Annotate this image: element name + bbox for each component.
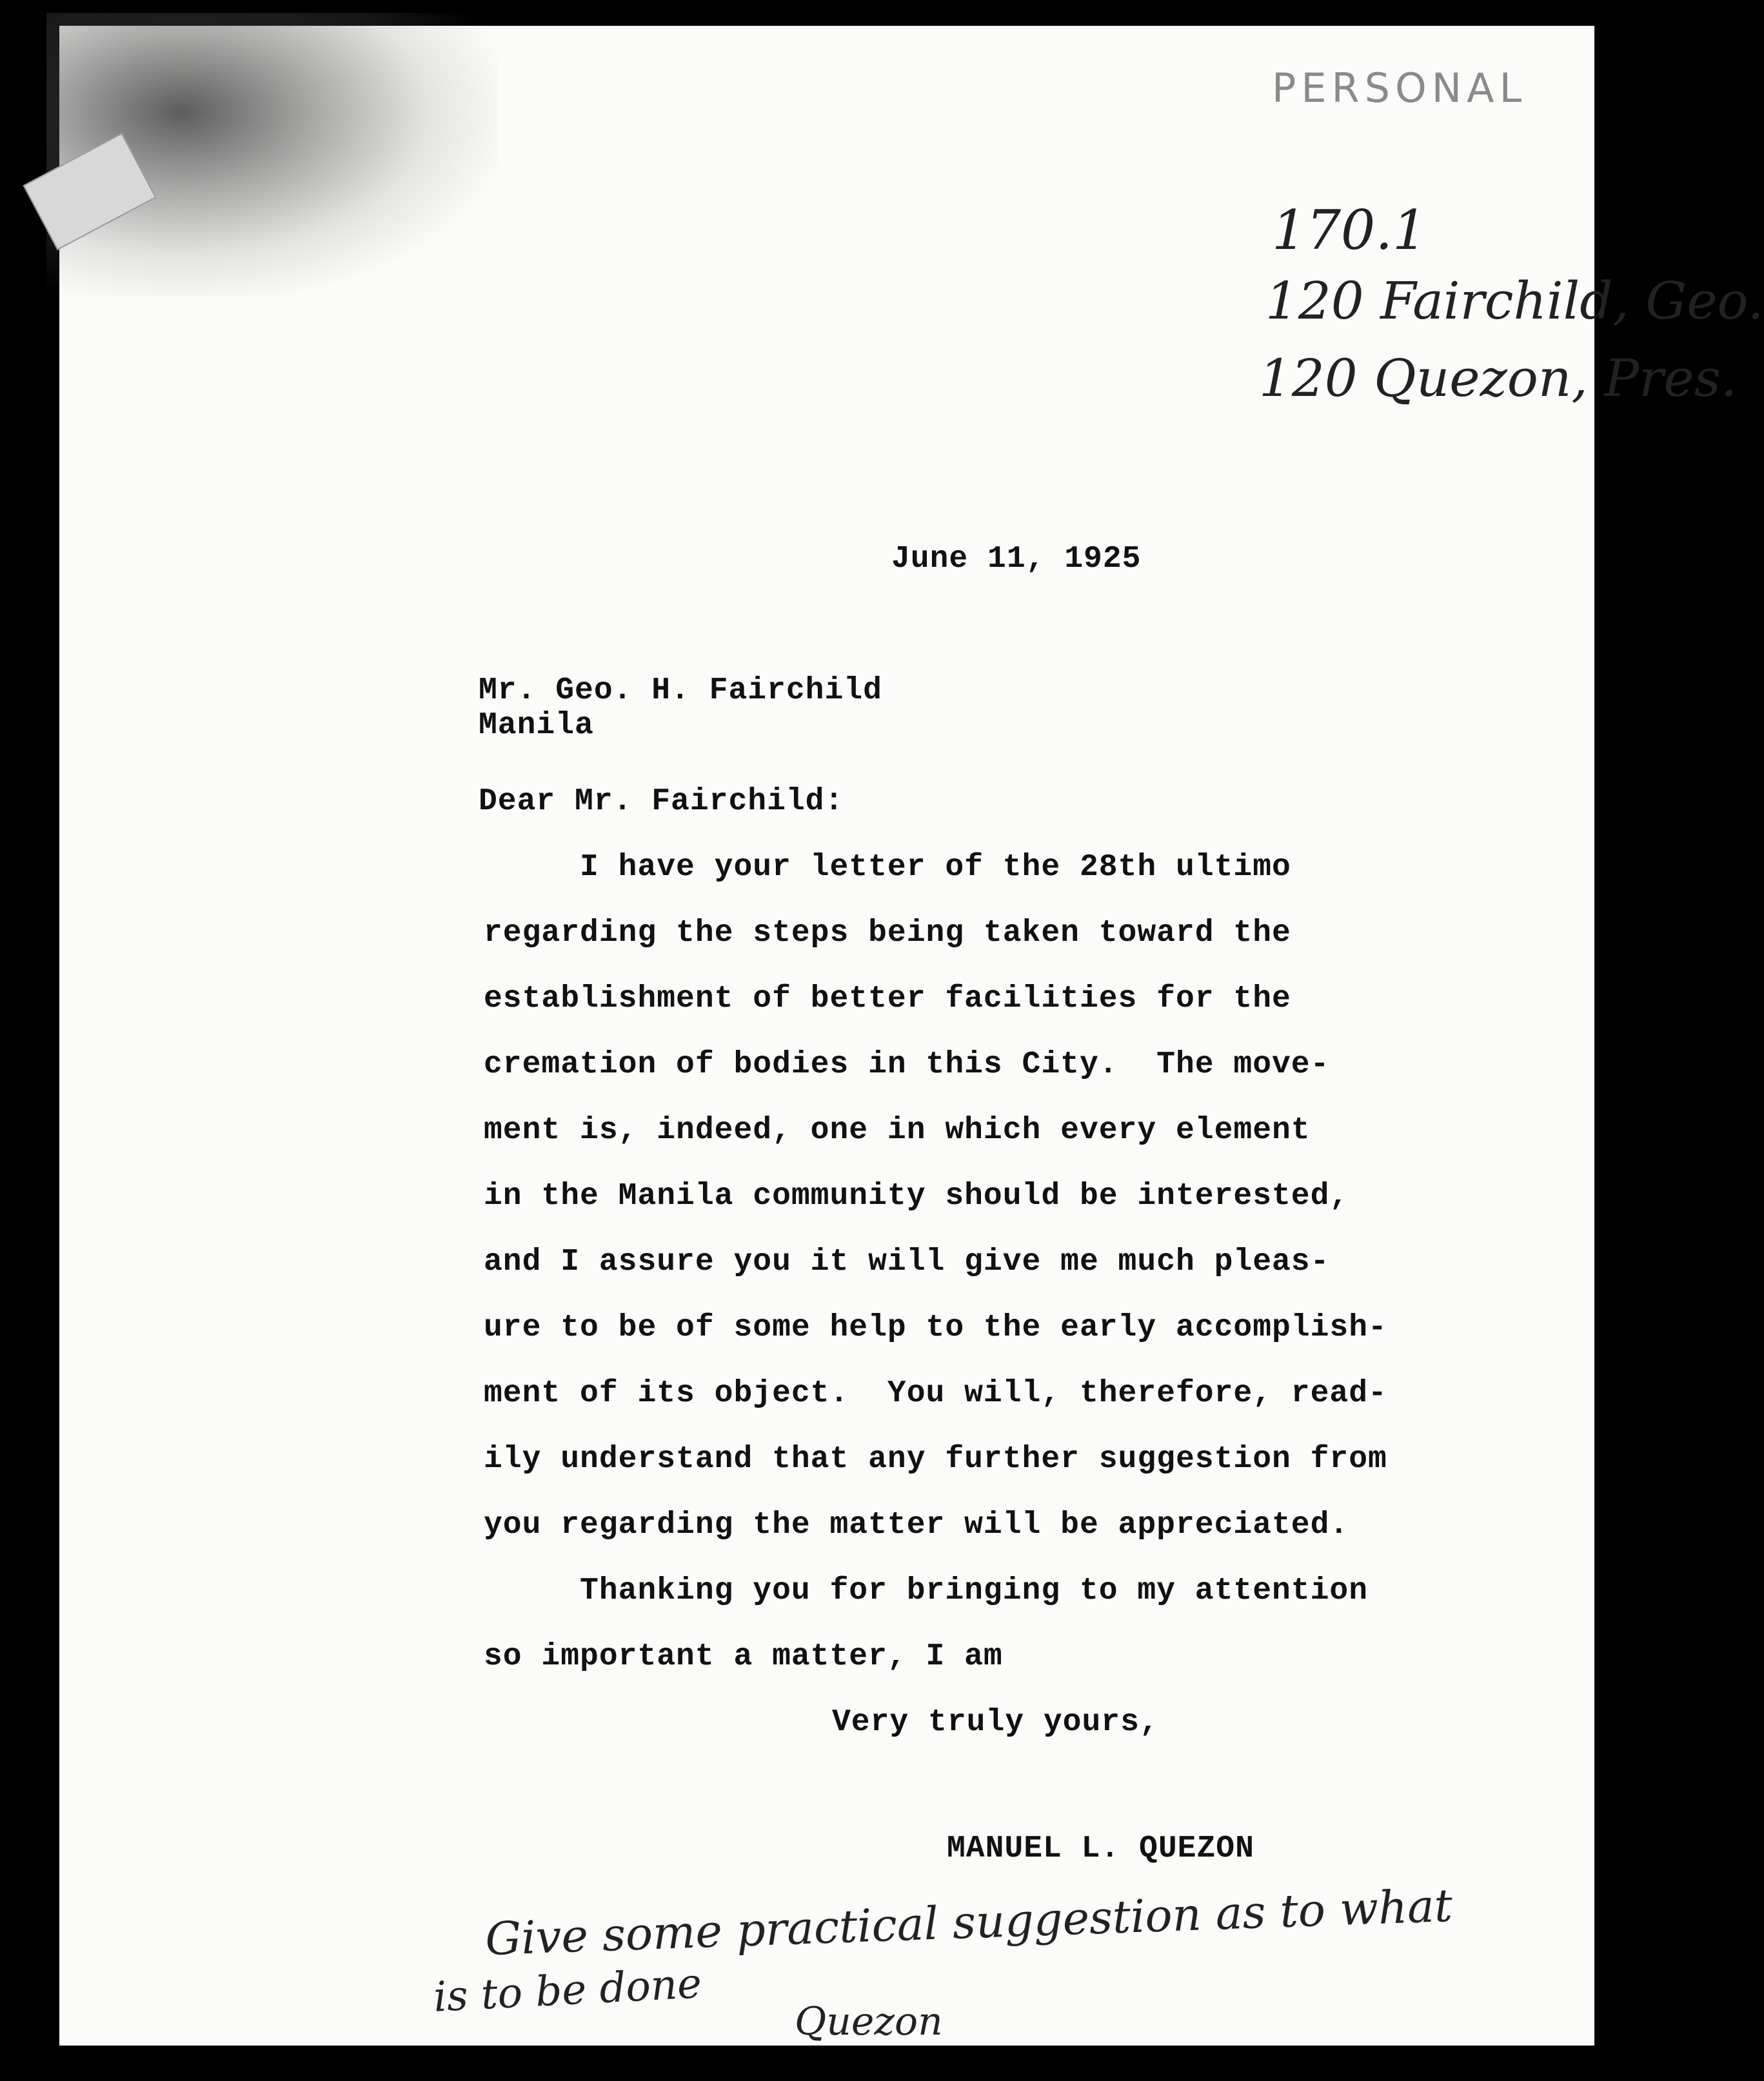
body-line: ment of its object. You will, therefore, read- <box>484 1376 1387 1411</box>
body-line: establishment of better facilities for the <box>484 981 1291 1016</box>
body-line: ure to be of some help to the early accomplish- <box>484 1310 1387 1345</box>
handwritten-note-line1: Give some practical suggestion as to what <box>484 1879 1454 1966</box>
letter-date: June 11, 1925 <box>891 542 1142 577</box>
body-line: cremation of bodies in this City. The move- <box>484 1047 1330 1082</box>
body-line: in the Manila community should be interested, <box>484 1179 1349 1214</box>
handwritten-note-line2: is to be done <box>432 1960 703 2022</box>
body-line: Thanking you for bringing to my attention <box>484 1573 1369 1608</box>
recipient-name: Mr. Geo. H. Fairchild <box>479 673 882 708</box>
body-line: you regarding the matter will be appreciated. <box>484 1508 1349 1543</box>
recipient-city: Manila <box>479 708 594 743</box>
handwritten-initials: Quezon <box>795 1999 943 2044</box>
closing: Very truly yours, <box>832 1705 1159 1740</box>
body-line: ily understand that any further suggestion from <box>484 1442 1387 1477</box>
body-line: ment is, indeed, one in which every element <box>484 1113 1311 1148</box>
body-line: regarding the steps being taken toward the <box>484 916 1291 951</box>
salutation: Dear Mr. Fairchild: <box>479 784 844 819</box>
personal-stamp: PERSONAL <box>1272 64 1527 112</box>
cross-reference-fairchild: 120 Fairchild, Geo. <box>1265 271 1764 331</box>
body-line: and I assure you it will give me much pleas- <box>484 1245 1330 1279</box>
cross-reference-quezon: 120 Quezon, Pres. <box>1259 348 1738 408</box>
body-line: so important a matter, I am <box>484 1639 1003 1674</box>
signature-name: MANUEL L. QUEZON <box>947 1831 1254 1866</box>
letter-page <box>59 26 1764 2046</box>
file-number: 170.1 <box>1272 199 1427 262</box>
body-line: I have your letter of the 28th ultimo <box>484 850 1291 885</box>
